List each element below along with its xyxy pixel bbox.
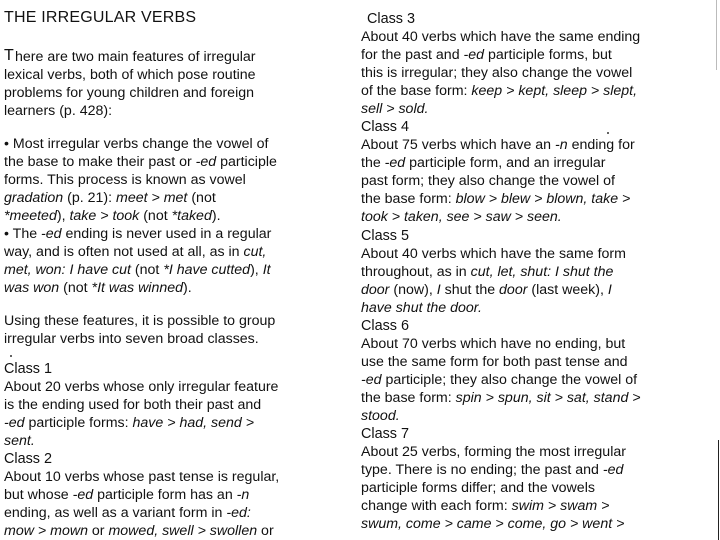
text-line: stood. [361,408,400,424]
text-line: but whose -ed participle form has an -n [4,487,250,503]
text-line: -ed participle forms: have > had, send > [4,415,255,431]
scan-edge-mark [716,0,717,70]
class-heading: Class 2 [4,451,52,467]
class-heading: Class 5 [361,228,409,244]
text-line: sell > sold. [361,101,429,117]
class-heading: Class 6 [361,318,409,334]
class-heading: Class 1 [4,361,52,377]
text-line: the base form: blow > blew > blown, take > [361,191,631,207]
text-line: Using these features, it is possible to group [4,313,276,329]
text-line: About 40 verbs which have the same form [361,246,626,262]
text-line: About 25 verbs, forming the most irregular [361,444,626,460]
text-line: • The -ed ending is never used in a regular [4,226,272,242]
text-line: sent. [4,433,35,449]
text-line: the base to make their past or -ed participle [4,154,277,170]
text-line: mow > mown or mowed, swell > swollen or [4,523,274,539]
scan-speck [607,132,609,134]
text-line: the base form: spin > spun, sit > sat, stand > [361,390,641,406]
intro-dropcap: T [4,47,14,64]
text-line: here are two main features of irregular [15,49,256,65]
text-line: forms. This process is known as vowel [4,172,246,188]
class-heading: Class 3 [367,11,415,27]
text-line: problems for young children and foreign [4,85,255,101]
text-line: have shut the door. [361,300,482,316]
text-line: participle forms differ; and the vowels [361,480,595,496]
text-line: took > taken, see > saw > seen. [361,209,562,225]
text-line: • Most irregular verbs change the vowel of [4,136,269,152]
text-line: type. There is no ending; the past and -ed [361,462,624,478]
text-line: throughout, as in cut, let, shut: I shut the [361,264,614,280]
text-line: lexical verbs, both of which pose routine [4,67,256,83]
text-line: use the same form for both past tense and [361,354,628,370]
text-line: of the base form: keep > kept, sleep > slept, [361,83,638,99]
text-line: for the past and -ed participle forms, but [361,47,612,63]
text-line: this is irregular; they also change the vowel [361,65,633,81]
class-heading: Class 7 [361,426,409,442]
text-line: About 40 verbs which have the same ending [361,29,641,45]
text-line: *meeted), take > took (not *taked). [4,208,221,224]
text-line: way, and is often not used at all, as in cut, [4,244,267,260]
scan-speck [10,355,12,357]
scan-edge-mark [718,440,719,540]
text-line: ending, as well as a variant form in -ed: [4,505,251,521]
text-line: the -ed participle form, and an irregular [361,155,606,171]
text-line: -ed participle; they also change the vowel of [361,372,638,388]
class-heading: Class 4 [361,119,409,135]
page-title: THE IRREGULAR VERBS [4,9,197,26]
text-line: irregular verbs into seven broad classes. [4,331,259,347]
text-line: About 20 verbs whose only irregular feature [4,379,279,395]
text-line: met, won: I have cut (not *I have cutted), It [4,262,271,278]
text-line: is the ending used for both their past and [4,397,262,413]
text-line: About 10 verbs whose past tense is regular, [4,469,280,485]
text-line: change with each form: swim > swam > [361,498,610,514]
text-line: About 70 verbs which have no ending, but [361,336,626,352]
text-line: was won (not *It was winned). [4,280,192,296]
text-line: swum, come > came > come, go > went > [361,516,625,532]
text-line: About 75 verbs which have an -n ending for [361,137,635,153]
text-line: past form; they also change the vowel of [361,173,615,189]
text-line: gradation (p. 21): meet > met (not [4,190,216,206]
text-line: door (now), I shut the door (last week), I [361,282,612,298]
text-line: learners (p. 428): [4,103,113,119]
